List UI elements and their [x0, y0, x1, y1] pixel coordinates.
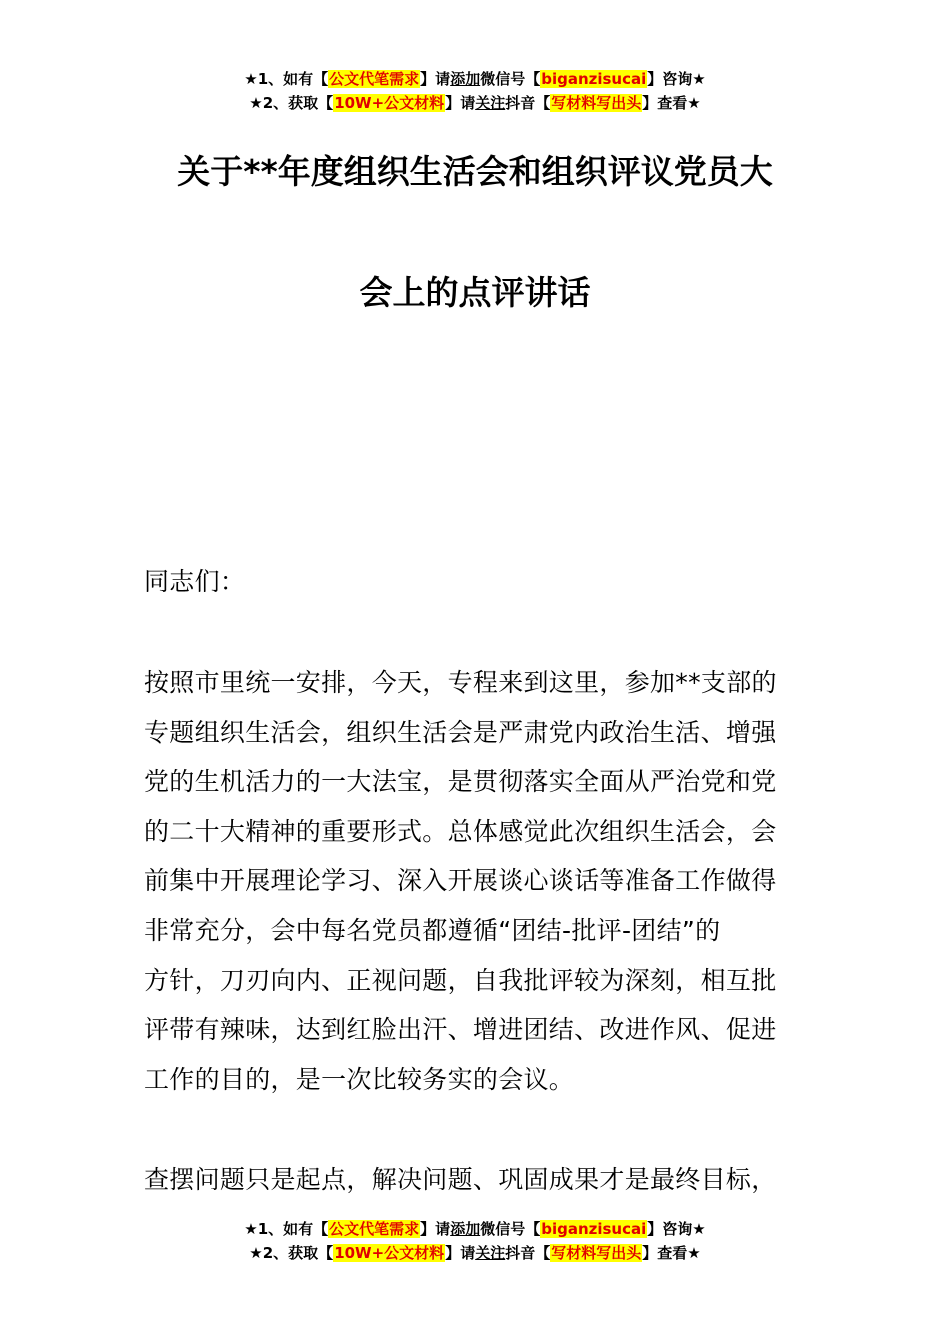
banner-highlight: biganzisucai: [541, 70, 647, 88]
banner-text: 抖音【: [505, 1244, 551, 1262]
greeting: 同志们：: [144, 567, 246, 596]
banner-text: ★1、如有【: [244, 1220, 329, 1238]
text-line: 专题组织生活会，组织生活会是严肃党内政治生活、增强: [144, 717, 777, 747]
banner-line-1: [0, 1217, 950, 1241]
banner-line-2: [0, 1241, 950, 1265]
paragraph-2: [144, 1155, 810, 1205]
banner-underlined: 关注: [475, 1244, 506, 1262]
text-line: 非常充分，会中每名党员都遵循“团结-批评-团结”的: [144, 915, 721, 945]
text-line: 评带有辣味，达到红脸出汗、增进团结、改进作风、促进: [144, 1015, 777, 1045]
bottom-banner: [0, 1217, 950, 1265]
text-line: 党的生机活力的一大法宝，是贯彻落实全面从严治党和党: [144, 767, 777, 797]
banner-highlight: 10W+公文材料: [334, 94, 445, 112]
document-title-line-1: 关于**年度组织生活会和组织评议党员大: [177, 152, 773, 191]
banner-text: 】查看★: [642, 1244, 701, 1262]
banner-text: ★1、如有【: [244, 70, 329, 88]
banner-text: ★2、获取【: [249, 94, 334, 112]
paragraph-1: [144, 658, 810, 1104]
banner-highlight: 写材料写出头: [551, 94, 642, 112]
text-line: 工作的目的，是一次比较务实的会议。: [144, 1064, 575, 1094]
banner-text: 】请: [420, 1220, 451, 1238]
banner-text: ★2、获取【: [249, 1244, 334, 1262]
banner-highlight: 公文代笔需求: [329, 70, 420, 88]
banner-text: 】查看★: [642, 94, 701, 112]
banner-line-2: [0, 91, 950, 115]
banner-text: 】请: [420, 70, 451, 88]
banner-highlight: 公文代笔需求: [329, 1220, 420, 1238]
banner-text: 抖音【: [505, 94, 551, 112]
text-line: 按照市里统一安排，今天，专程来到这里，参加**支部的: [144, 668, 777, 697]
text-line: 的二十大精神的重要形式。总体感觉此次组织生活会，会: [144, 816, 777, 846]
banner-text: 微信号【: [480, 70, 541, 88]
banner-text: 】咨询★: [647, 1220, 706, 1238]
text-line: 方针，刀刃向内、正视问题，自我批评较为深刻，相互批: [144, 965, 777, 995]
banner-line-1: [0, 67, 950, 91]
banner-underlined: 添加: [450, 70, 481, 88]
top-banner: [0, 67, 950, 115]
banner-text: 】请: [445, 94, 476, 112]
banner-text: 】请: [445, 1244, 476, 1262]
banner-text: 】咨询★: [647, 70, 706, 88]
text-line: 查摆问题只是起点，解决问题、巩固成果才是最终目标，: [144, 1165, 777, 1194]
banner-highlight: biganzisucai: [541, 1220, 647, 1238]
banner-highlight: 写材料写出头: [551, 1244, 642, 1262]
banner-underlined: 添加: [450, 1220, 481, 1238]
document-title-line-2: 会上的点评讲话: [359, 273, 591, 312]
banner-underlined: 关注: [475, 94, 506, 112]
text-line: 前集中开展理论学习、深入开展谈心谈话等准备工作做得: [144, 866, 777, 896]
banner-highlight: 10W+公文材料: [334, 1244, 445, 1262]
banner-text: 微信号【: [480, 1220, 541, 1238]
